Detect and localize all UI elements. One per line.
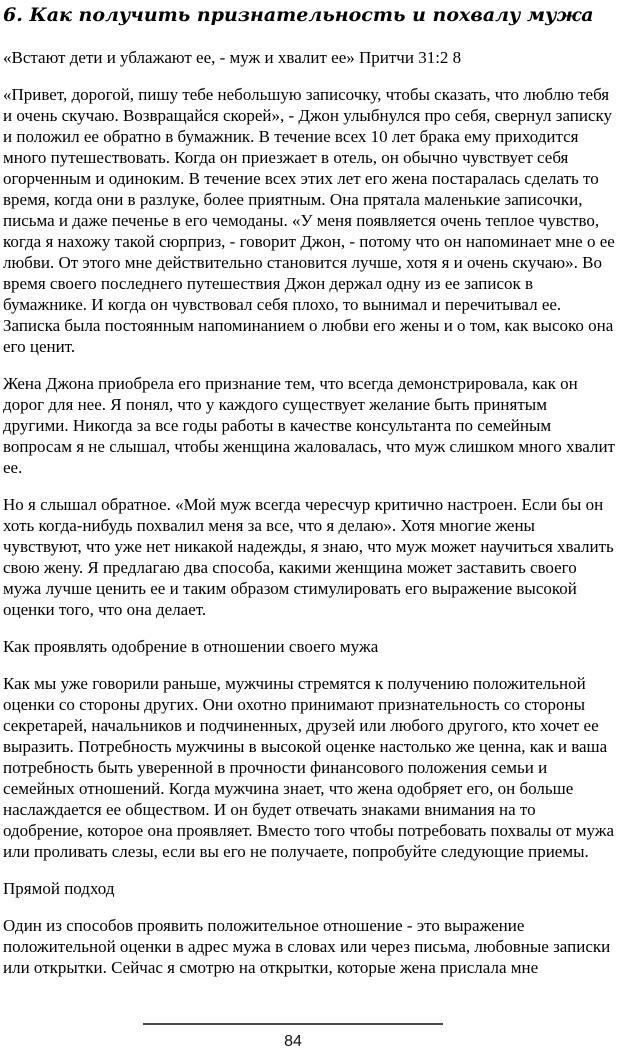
subheading-approval: Как проявлять одобрение в отношении своего мужа (3, 637, 379, 656)
footer-divider (143, 1023, 443, 1025)
paragraph-wife-recognition: Жена Джона приобрела его признание тем, что всегда демонстрировала, как он дорог для нее. Я понял, что у каждого существует желание быть принятым другими. Никогда за все годы работы в качестве консультанта по семейным вопросам я не слышал, чтобы женщина жаловалась, что муж слишком много хвалит ее. (3, 374, 615, 477)
paragraph-john-note: «Привет, дорогой, пишу тебе небольшую записочку, чтобы сказать, что люблю тебя и очень скучаю. Возвращайся скорей», - Джон улыбнулся про себя, свернул записку и положил ее обратно в бумажник. В течение всех 10 лет брака ему приходится много путешествовать. Когда он приезжает в отель, он обычно чувствует себя огорченным и одиноким. В течение всех этих лет его жена постаралась сделать то время, когда они в разлуке, более приятным. Она прятала маленькие записочки, письма и даже печенье в его чемоданы. «У меня появляется очень теплое чувство, когда я нахожу такой сюрприз, - говорит Джон, - потому что он напоминает мне о ее любви. От этого мне действительно становится лучше, хотя я и очень скучаю». Во время своего последнего путешествия Джон держал одну из ее записок в бумажнике. И когда он чувствовал себя плохо, то вынимал и перечитывал ее. Записка была постоянным напоминанием о любви его жены и о том, как высоко она его ценит. (3, 85, 615, 356)
paragraph-approval-need: Как мы уже говорили раньше, мужчины стремятся к получению положительной оценки со стороны других. Они охотно принимают признательность со стороны секретарей, начальников и подчиненных, друзей или любого другого, кто хочет ее выразить. Потребность мужчины в высокой оценке настолько же ценна, как и ваша потребность быть уверенной в прочности финансового положения семьи и семейных отношений. Когда мужчина знает, что жена одобряет его, он больше наслаждается ее обществом. И он будет отвечать знаками внимания на то одобрение, которое она проявляет. Вместо того чтобы потребовать похвалы от мужа или проливать слезы, если вы его не получаете, попробуйте следующие приемы. (3, 674, 615, 861)
page-number: 84 (284, 1033, 302, 1050)
subheading-direct-approach: Прямой подход (3, 879, 115, 898)
paragraph-direct-approach: Один из способов проявить положительное отношение - это выражение положительной оценки в адрес мужа в словах или через письма, любовные записки или открытки. Сейчас я смотрю на открытки, которые жена прислала мне (3, 916, 611, 977)
paragraph-opposite-heard: Но я слышал обратное. «Мой муж всегда чересчур критично настроен. Если бы он хоть когда-нибудь похвалил меня за все, что я делаю». Хотя многие жены чувствуют, что уже нет никакой надежды, я знаю, что муж может научиться хвалить свою жену. Я предлагаю два способа, какими женщина может заставить своего мужа лучше ценить ее и таким образом стимулировать его выражение высокой оценки того, что она делает. (3, 495, 614, 619)
page-footer (143, 1023, 443, 1051)
chapter-title: 6. Как получить признательность и похвалу мужа (3, 4, 594, 26)
epigraph-verse: «Встают дети и ублажают ее, - муж и хвалит ее» Притчи 31:2 8 (3, 48, 462, 67)
